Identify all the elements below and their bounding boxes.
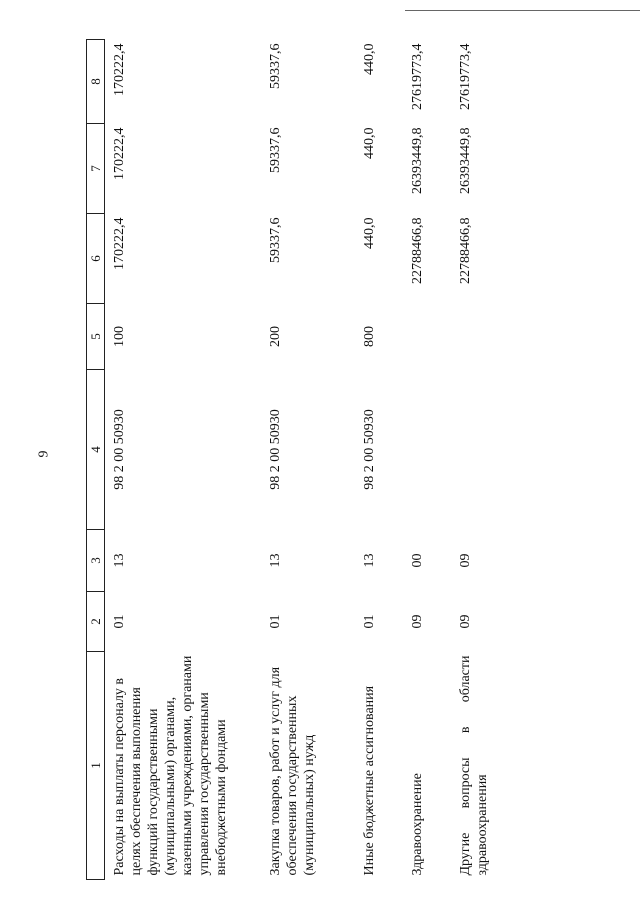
cell-expense-type: 200 [268,326,283,347]
header-cell: 3 [87,530,105,592]
header-cell: 2 [87,592,105,652]
header-cell: 5 [87,304,105,370]
cell-amount-2: 170222,4 [112,127,127,180]
header-cell: 8 [87,40,105,124]
cell-subsection: 13 [268,553,283,568]
cell-amount-3: 170222,4 [112,43,127,96]
cell-section: 01 [268,614,283,629]
header-cell: 7 [87,124,105,214]
cell-section: 01 [362,614,377,629]
table-row [451,40,499,880]
page-number: 9 [36,450,52,458]
table-row [261,40,355,880]
cell-amount-2: 440,0 [362,127,377,159]
cell-amount-1: 59337,6 [268,217,283,263]
cell-amount-2: 26393449,8 [410,127,425,194]
cell-amount-3: 59337,6 [268,43,283,89]
cell-section: 01 [112,614,127,629]
budget-table [86,39,499,880]
cell-target [451,370,499,530]
row-name: Закупка товаров, работ и услуг для обеспечения государственных (муниципальных) нужд [268,666,317,876]
cell-subsection: 13 [362,553,377,568]
cell-amount-1: 170222,4 [112,217,127,270]
cell-subsection: 09 [458,553,473,568]
row-name: Здравоохранение [410,773,425,876]
top-rule [405,10,640,11]
cell-amount-2: 26393449,8 [458,127,473,194]
table-row [355,40,403,880]
cell-amount-1: 22788466,8 [458,217,473,284]
table-row [403,40,451,880]
cell-subsection: 00 [410,553,425,568]
row-name: Иные бюджетные ассигнования [362,685,377,876]
row-name: Расходы на выплаты персоналу в целях обеспечения выполнения функций государственными (муниципальными) органами, казенными учреждениями, органами управления государственными внебюджетными фондами [112,655,229,876]
cell-section: 09 [410,614,425,629]
table-row [105,40,262,880]
cell-subsection: 13 [112,553,127,568]
header-cell: 6 [87,214,105,304]
row-name: Другие вопросы в области здравоохранения [458,655,490,876]
cell-amount-3: 27619773,4 [458,43,473,110]
header-row [87,40,105,880]
cell-expense-type: 100 [112,326,127,347]
cell-expense-type: 800 [362,326,377,347]
cell-section: 09 [458,614,473,629]
cell-expense-type [451,304,499,370]
cell-target: 98 2 00 50930 [362,409,377,490]
header-cell: 4 [87,370,105,530]
cell-amount-2: 59337,6 [268,127,283,173]
cell-expense-type [403,304,451,370]
cell-target: 98 2 00 50930 [112,409,127,490]
rotated-table-container [86,40,536,880]
cell-target: 98 2 00 50930 [268,409,283,490]
header-cell: 1 [87,652,105,880]
cell-amount-3: 440,0 [362,43,377,75]
cell-amount-3: 27619773,4 [410,43,425,110]
cell-amount-1: 22788466,8 [410,217,425,284]
cell-target [403,370,451,530]
cell-amount-1: 440,0 [362,217,377,249]
